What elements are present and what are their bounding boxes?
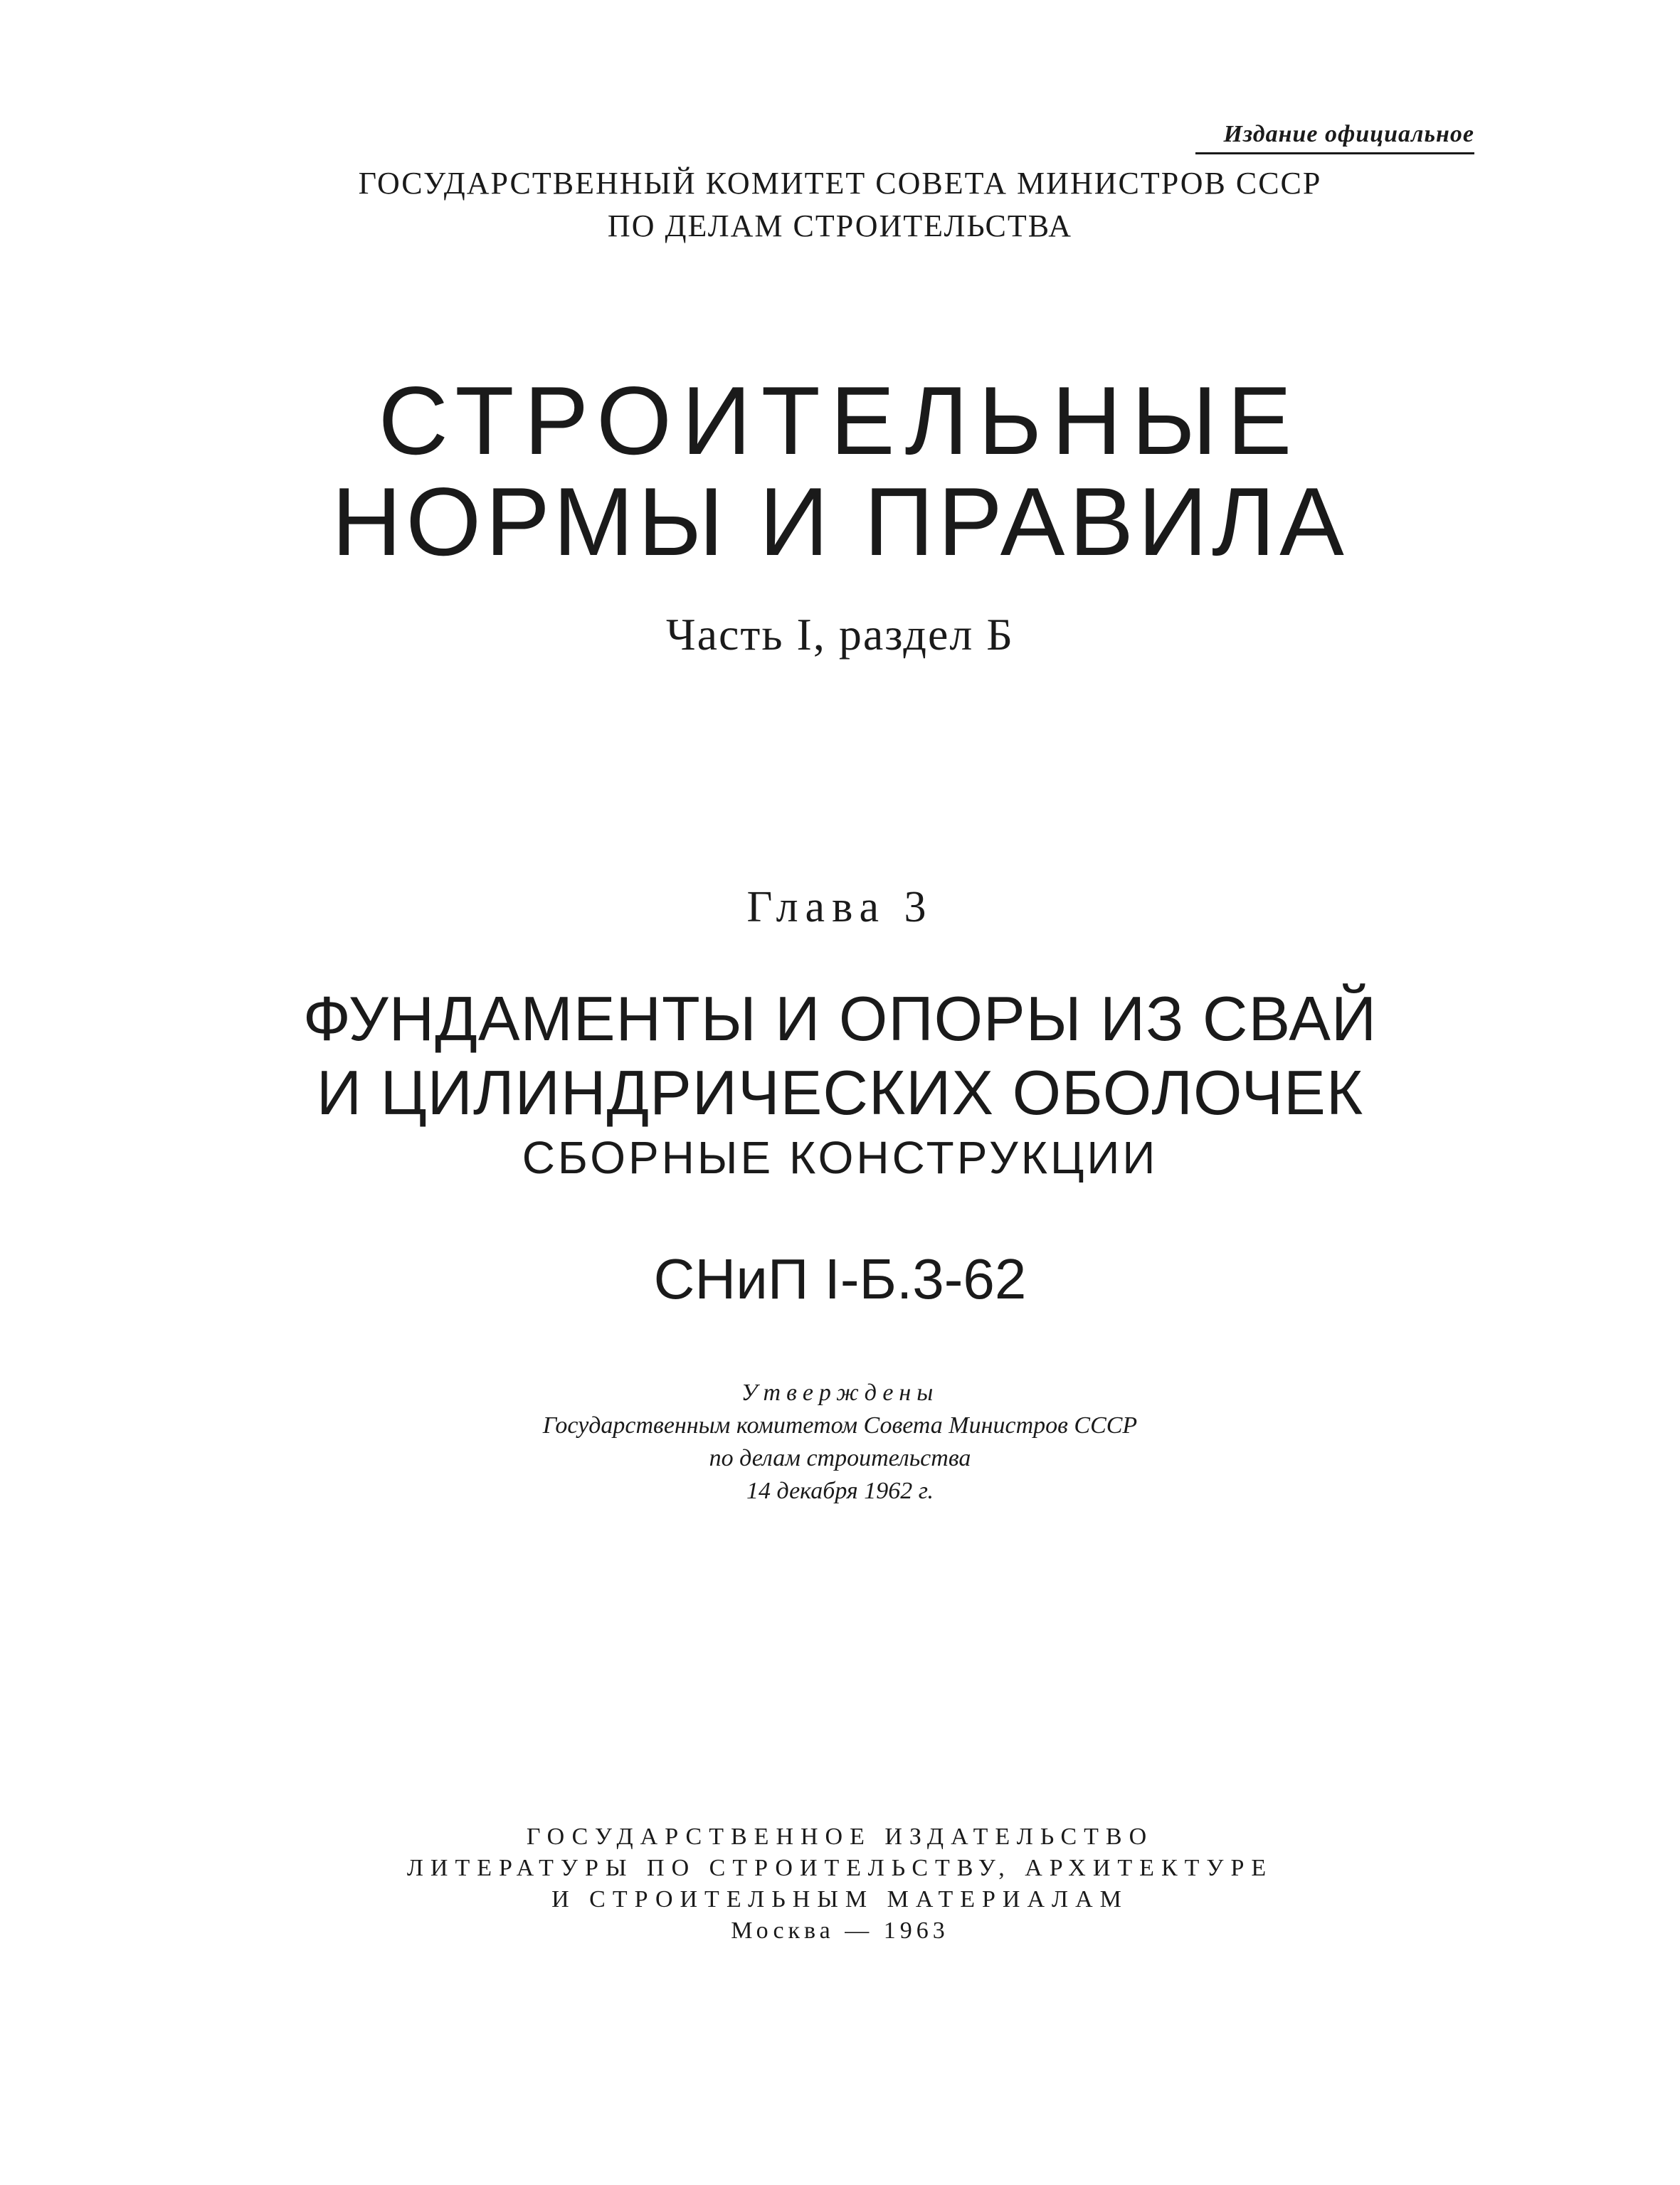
approval-line-3: по делам строительства (709, 1445, 971, 1471)
document-title (0, 366, 1680, 576)
publisher-line-1: ГОСУДАРСТВЕННОЕ ИЗДАТЕЛЬСТВО (526, 1824, 1154, 1850)
chapter-subtype: СБОРНЫЕ КОНСТРУКЦИИ (522, 1132, 1158, 1183)
committee-line-1: ГОСУДАРСТВЕННЫЙ КОМИТЕТ СОВЕТА МИНИСТРОВ СССР (358, 166, 1322, 201)
title-line-1: СТРОИТЕЛЬНЫЕ (378, 366, 1302, 475)
publisher-line-3: И СТРОИТЕЛЬНЫМ МАТЕРИАЛАМ (551, 1886, 1129, 1912)
edition-label: Издание официальное (1195, 121, 1474, 154)
title-line-2: НОРМЫ И ПРАВИЛА (332, 467, 1348, 576)
document-code: СНиП I-Б.3-62 (653, 1247, 1027, 1311)
approval-line-4: 14 декабря 1962 г. (746, 1478, 934, 1504)
part-section: Часть I, раздел Б (665, 609, 1015, 660)
committee-line-2: ПО ДЕЛАМ СТРОИТЕЛЬСТВА (607, 208, 1073, 243)
chapter-subject (0, 982, 1680, 1130)
committee-name (0, 162, 1680, 248)
publisher-block (0, 1821, 1680, 1915)
subject-line-2: И ЦИЛИНДРИЧЕСКИХ ОБОЛОЧЕК (316, 1057, 1364, 1128)
approval-line-1: Утверждены (741, 1380, 939, 1406)
approval-line-2: Государственным комитетом Совета Министров СССР (542, 1412, 1138, 1439)
approval-note (0, 1377, 1680, 1508)
chapter-label: Глава 3 (746, 883, 934, 931)
subject-line-1: ФУНДАМЕНТЫ И ОПОРЫ ИЗ СВАЙ (302, 983, 1378, 1054)
city-year: Москва — 1963 (731, 1917, 949, 1944)
publisher-line-2: ЛИТЕРАТУРЫ ПО СТРОИТЕЛЬСТВУ, АРХИТЕКТУРЕ (406, 1855, 1274, 1881)
